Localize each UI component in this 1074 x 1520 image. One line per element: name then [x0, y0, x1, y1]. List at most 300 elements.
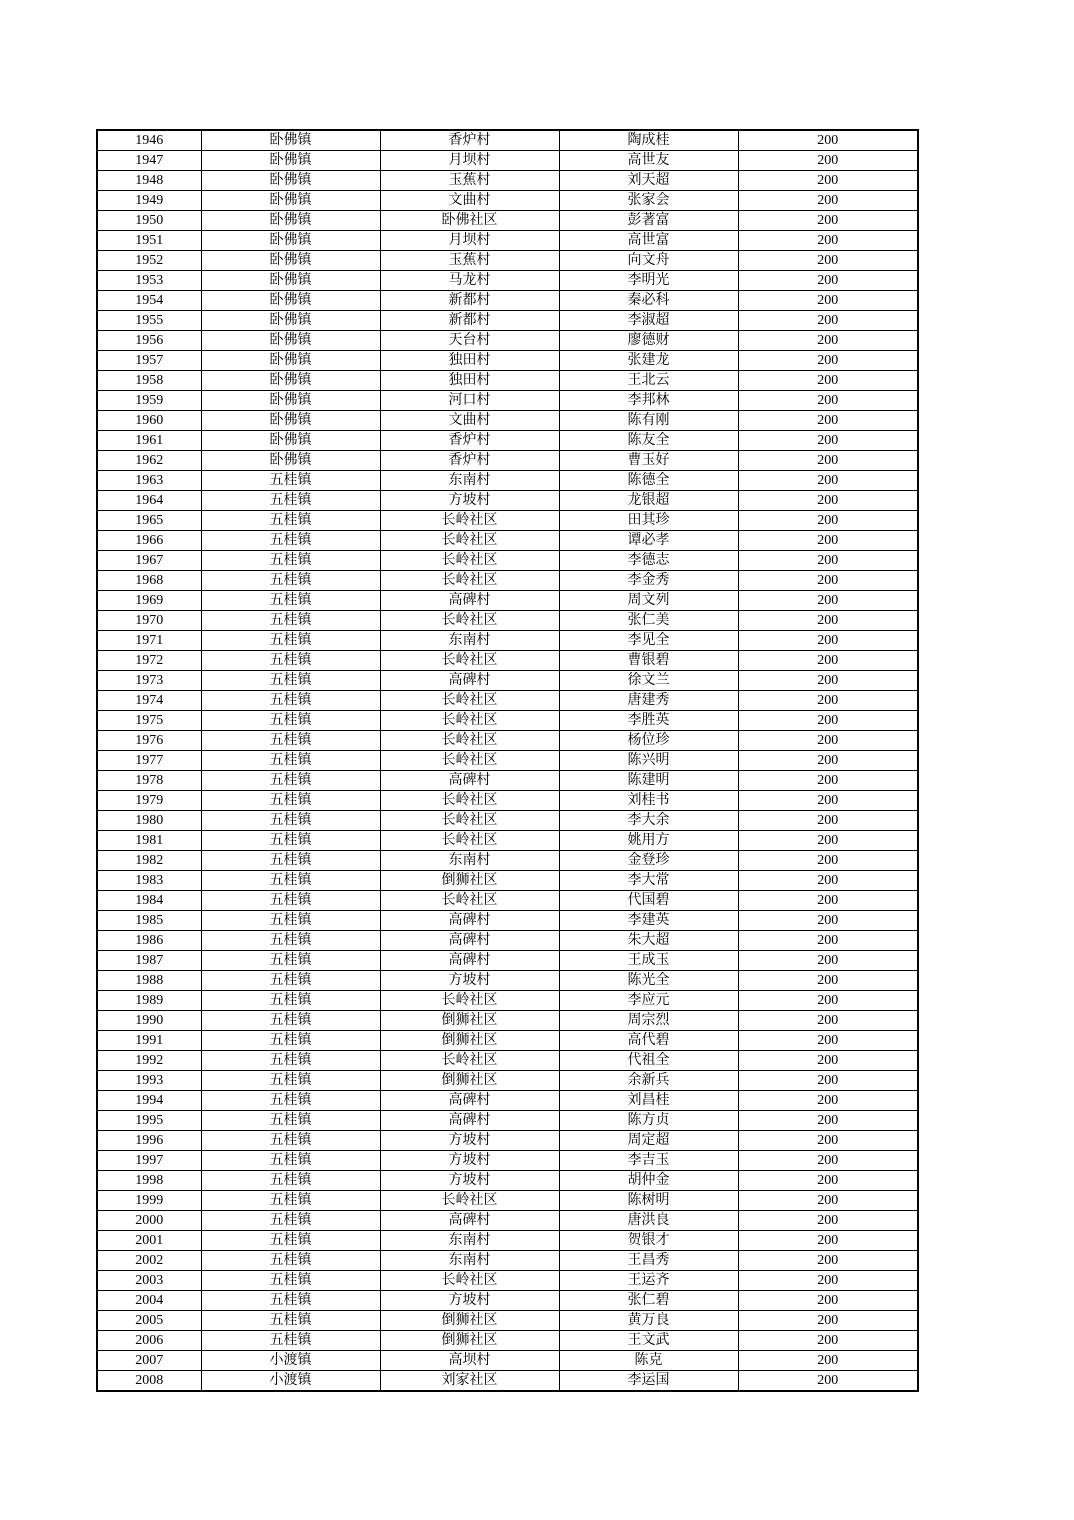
table-row	[97, 691, 918, 711]
person-name-cell: 张仁碧	[559, 1291, 738, 1311]
table-row	[97, 351, 918, 371]
table-row	[97, 931, 918, 951]
amount-cell: 200	[738, 331, 918, 351]
table-row	[97, 891, 918, 911]
person-name-cell: 陈建明	[559, 771, 738, 791]
town-cell: 五桂镇	[201, 1271, 380, 1291]
person-name-cell: 陈友全	[559, 431, 738, 451]
row-number-cell: 1988	[97, 971, 201, 991]
table-row	[97, 411, 918, 431]
village-cell: 长岭社区	[380, 991, 559, 1011]
village-cell: 独田村	[380, 371, 559, 391]
amount-cell: 200	[738, 1171, 918, 1191]
table-row	[97, 671, 918, 691]
village-cell: 长岭社区	[380, 531, 559, 551]
row-number-cell: 1947	[97, 151, 201, 171]
row-number-cell: 1966	[97, 531, 201, 551]
table-row	[97, 1151, 918, 1171]
table-row	[97, 651, 918, 671]
town-cell: 五桂镇	[201, 551, 380, 571]
person-name-cell: 刘桂书	[559, 791, 738, 811]
table-row	[97, 951, 918, 971]
amount-cell: 200	[738, 231, 918, 251]
town-cell: 卧佛镇	[201, 311, 380, 331]
village-cell: 文曲村	[380, 191, 559, 211]
town-cell: 卧佛镇	[201, 431, 380, 451]
town-cell: 五桂镇	[201, 511, 380, 531]
table-row	[97, 1331, 918, 1351]
amount-cell: 200	[738, 831, 918, 851]
village-cell: 东南村	[380, 631, 559, 651]
amount-cell: 200	[738, 130, 918, 151]
row-number-cell: 1985	[97, 911, 201, 931]
person-name-cell: 周宗烈	[559, 1011, 738, 1031]
table-row	[97, 471, 918, 491]
amount-cell: 200	[738, 591, 918, 611]
village-cell: 长岭社区	[380, 1051, 559, 1071]
table-row	[97, 591, 918, 611]
person-name-cell: 刘昌桂	[559, 1091, 738, 1111]
table-row	[97, 1131, 918, 1151]
table-row	[97, 1191, 918, 1211]
village-cell: 长岭社区	[380, 811, 559, 831]
amount-cell: 200	[738, 351, 918, 371]
amount-cell: 200	[738, 151, 918, 171]
amount-cell: 200	[738, 991, 918, 1011]
town-cell: 五桂镇	[201, 631, 380, 651]
town-cell: 五桂镇	[201, 1031, 380, 1051]
row-number-cell: 1957	[97, 351, 201, 371]
table-row	[97, 1231, 918, 1251]
town-cell: 五桂镇	[201, 1011, 380, 1031]
row-number-cell: 1998	[97, 1171, 201, 1191]
village-cell: 倒狮社区	[380, 1071, 559, 1091]
town-cell: 卧佛镇	[201, 191, 380, 211]
person-name-cell: 陈德全	[559, 471, 738, 491]
town-cell: 五桂镇	[201, 1171, 380, 1191]
person-name-cell: 谭必孝	[559, 531, 738, 551]
amount-cell: 200	[738, 211, 918, 231]
village-cell: 高碑村	[380, 951, 559, 971]
table-row	[97, 1171, 918, 1191]
village-cell: 高碑村	[380, 931, 559, 951]
person-name-cell: 朱大超	[559, 931, 738, 951]
person-name-cell: 曹玉好	[559, 451, 738, 471]
town-cell: 卧佛镇	[201, 411, 380, 431]
amount-cell: 200	[738, 1371, 918, 1392]
village-cell: 玉蕉村	[380, 251, 559, 271]
person-name-cell: 张建龙	[559, 351, 738, 371]
row-number-cell: 1971	[97, 631, 201, 651]
person-name-cell: 周定超	[559, 1131, 738, 1151]
person-name-cell: 王昌秀	[559, 1251, 738, 1271]
table-row	[97, 751, 918, 771]
town-cell: 五桂镇	[201, 831, 380, 851]
town-cell: 卧佛镇	[201, 171, 380, 191]
amount-cell: 200	[738, 1191, 918, 1211]
village-cell: 卧佛社区	[380, 211, 559, 231]
amount-cell: 200	[738, 471, 918, 491]
table-row	[97, 871, 918, 891]
row-number-cell: 1976	[97, 731, 201, 751]
person-name-cell: 李大常	[559, 871, 738, 891]
village-cell: 倒狮社区	[380, 871, 559, 891]
table-row	[97, 271, 918, 291]
amount-cell: 200	[738, 871, 918, 891]
town-cell: 五桂镇	[201, 1091, 380, 1111]
table-row	[97, 1311, 918, 1331]
row-number-cell: 1973	[97, 671, 201, 691]
row-number-cell: 1963	[97, 471, 201, 491]
town-cell: 卧佛镇	[201, 391, 380, 411]
person-name-cell: 张仁美	[559, 611, 738, 631]
village-cell: 天台村	[380, 331, 559, 351]
amount-cell: 200	[738, 1311, 918, 1331]
row-number-cell: 2007	[97, 1351, 201, 1371]
amount-cell: 200	[738, 431, 918, 451]
row-number-cell: 2003	[97, 1271, 201, 1291]
table-row	[97, 1291, 918, 1311]
town-cell: 卧佛镇	[201, 451, 380, 471]
village-cell: 东南村	[380, 471, 559, 491]
person-name-cell: 李见全	[559, 631, 738, 651]
town-cell: 五桂镇	[201, 811, 380, 831]
row-number-cell: 1969	[97, 591, 201, 611]
village-cell: 东南村	[380, 1231, 559, 1251]
village-cell: 高碑村	[380, 911, 559, 931]
person-name-cell: 李大余	[559, 811, 738, 831]
village-cell: 刘家社区	[380, 1371, 559, 1392]
row-number-cell: 1996	[97, 1131, 201, 1151]
village-cell: 高碑村	[380, 671, 559, 691]
row-number-cell: 1984	[97, 891, 201, 911]
town-cell: 五桂镇	[201, 1231, 380, 1251]
row-number-cell: 1999	[97, 1191, 201, 1211]
table-row	[97, 831, 918, 851]
amount-cell: 200	[738, 731, 918, 751]
row-number-cell: 1993	[97, 1071, 201, 1091]
row-number-cell: 1983	[97, 871, 201, 891]
village-cell: 长岭社区	[380, 571, 559, 591]
town-cell: 卧佛镇	[201, 211, 380, 231]
row-number-cell: 1978	[97, 771, 201, 791]
village-cell: 长岭社区	[380, 791, 559, 811]
town-cell: 卧佛镇	[201, 151, 380, 171]
amount-cell: 200	[738, 191, 918, 211]
person-name-cell: 秦必科	[559, 291, 738, 311]
town-cell: 五桂镇	[201, 611, 380, 631]
person-name-cell: 廖德财	[559, 331, 738, 351]
table-row	[97, 971, 918, 991]
row-number-cell: 1956	[97, 331, 201, 351]
village-cell: 高碑村	[380, 1111, 559, 1131]
amount-cell: 200	[738, 1131, 918, 1151]
amount-cell: 200	[738, 851, 918, 871]
table-row	[97, 291, 918, 311]
amount-cell: 200	[738, 491, 918, 511]
person-name-cell: 龙银超	[559, 491, 738, 511]
amount-cell: 200	[738, 1051, 918, 1071]
person-name-cell: 高世富	[559, 231, 738, 251]
table-row	[97, 611, 918, 631]
row-number-cell: 1980	[97, 811, 201, 831]
row-number-cell: 1974	[97, 691, 201, 711]
person-name-cell: 陈光全	[559, 971, 738, 991]
person-name-cell: 贺银才	[559, 1231, 738, 1251]
amount-cell: 200	[738, 651, 918, 671]
table-row	[97, 1011, 918, 1031]
person-name-cell: 王运齐	[559, 1271, 738, 1291]
amount-cell: 200	[738, 711, 918, 731]
town-cell: 五桂镇	[201, 951, 380, 971]
row-number-cell: 2004	[97, 1291, 201, 1311]
amount-cell: 200	[738, 511, 918, 531]
amount-cell: 200	[738, 631, 918, 651]
town-cell: 五桂镇	[201, 791, 380, 811]
town-cell: 卧佛镇	[201, 331, 380, 351]
row-number-cell: 1997	[97, 1151, 201, 1171]
row-number-cell: 2006	[97, 1331, 201, 1351]
amount-cell: 200	[738, 1271, 918, 1291]
town-cell: 五桂镇	[201, 891, 380, 911]
amount-cell: 200	[738, 971, 918, 991]
village-cell: 方坡村	[380, 491, 559, 511]
amount-cell: 200	[738, 171, 918, 191]
table-row	[97, 1371, 918, 1392]
town-cell: 五桂镇	[201, 971, 380, 991]
table-row	[97, 130, 918, 151]
amount-cell: 200	[738, 391, 918, 411]
village-cell: 高碑村	[380, 1211, 559, 1231]
row-number-cell: 1951	[97, 231, 201, 251]
town-cell: 五桂镇	[201, 1251, 380, 1271]
person-name-cell: 李吉玉	[559, 1151, 738, 1171]
person-name-cell: 余新兵	[559, 1071, 738, 1091]
table-row	[97, 1111, 918, 1131]
table-row	[97, 191, 918, 211]
row-number-cell: 1986	[97, 931, 201, 951]
town-cell: 五桂镇	[201, 1311, 380, 1331]
row-number-cell: 1995	[97, 1111, 201, 1131]
person-name-cell: 李淑超	[559, 311, 738, 331]
village-cell: 倒狮社区	[380, 1311, 559, 1331]
person-name-cell: 黄万良	[559, 1311, 738, 1331]
village-cell: 文曲村	[380, 411, 559, 431]
table-row	[97, 571, 918, 591]
person-name-cell: 李应元	[559, 991, 738, 1011]
person-name-cell: 高代碧	[559, 1031, 738, 1051]
village-cell: 东南村	[380, 851, 559, 871]
table-row	[97, 551, 918, 571]
amount-cell: 200	[738, 411, 918, 431]
table-row	[97, 631, 918, 651]
village-cell: 长岭社区	[380, 731, 559, 751]
row-number-cell: 1982	[97, 851, 201, 871]
person-name-cell: 姚用方	[559, 831, 738, 851]
village-cell: 倒狮社区	[380, 1331, 559, 1351]
row-number-cell: 1955	[97, 311, 201, 331]
person-name-cell: 胡仲金	[559, 1171, 738, 1191]
person-name-cell: 唐洪良	[559, 1211, 738, 1231]
row-number-cell: 2001	[97, 1231, 201, 1251]
amount-cell: 200	[738, 611, 918, 631]
person-name-cell: 李运国	[559, 1371, 738, 1392]
row-number-cell: 1979	[97, 791, 201, 811]
town-cell: 五桂镇	[201, 751, 380, 771]
row-number-cell: 1959	[97, 391, 201, 411]
row-number-cell: 1961	[97, 431, 201, 451]
row-number-cell: 1950	[97, 211, 201, 231]
row-number-cell: 1968	[97, 571, 201, 591]
person-name-cell: 李明光	[559, 271, 738, 291]
town-cell: 卧佛镇	[201, 351, 380, 371]
village-cell: 方坡村	[380, 1171, 559, 1191]
village-cell: 高坝村	[380, 1351, 559, 1371]
town-cell: 五桂镇	[201, 1191, 380, 1211]
row-number-cell: 1958	[97, 371, 201, 391]
town-cell: 五桂镇	[201, 671, 380, 691]
person-name-cell: 王文武	[559, 1331, 738, 1351]
amount-cell: 200	[738, 551, 918, 571]
row-number-cell: 1962	[97, 451, 201, 471]
village-cell: 高碑村	[380, 1091, 559, 1111]
village-cell: 高碑村	[380, 591, 559, 611]
row-number-cell: 1967	[97, 551, 201, 571]
town-cell: 五桂镇	[201, 991, 380, 1011]
town-cell: 五桂镇	[201, 571, 380, 591]
table-row	[97, 371, 918, 391]
table-row	[97, 251, 918, 271]
amount-cell: 200	[738, 671, 918, 691]
village-cell: 月坝村	[380, 231, 559, 251]
town-cell: 小渡镇	[201, 1351, 380, 1371]
table-row	[97, 1271, 918, 1291]
amount-cell: 200	[738, 931, 918, 951]
town-cell: 五桂镇	[201, 1291, 380, 1311]
village-cell: 新都村	[380, 311, 559, 331]
amount-cell: 200	[738, 751, 918, 771]
person-name-cell: 李邦林	[559, 391, 738, 411]
row-number-cell: 1990	[97, 1011, 201, 1031]
table-row	[97, 1051, 918, 1071]
row-number-cell: 1992	[97, 1051, 201, 1071]
person-name-cell: 陈兴明	[559, 751, 738, 771]
person-name-cell: 周文列	[559, 591, 738, 611]
person-name-cell: 李德志	[559, 551, 738, 571]
person-name-cell: 王北云	[559, 371, 738, 391]
village-cell: 香炉村	[380, 431, 559, 451]
village-cell: 长岭社区	[380, 831, 559, 851]
table-row	[97, 1251, 918, 1271]
village-cell: 香炉村	[380, 451, 559, 471]
village-cell: 独田村	[380, 351, 559, 371]
amount-cell: 200	[738, 531, 918, 551]
town-cell: 五桂镇	[201, 1151, 380, 1171]
table-row	[97, 1031, 918, 1051]
table-row	[97, 311, 918, 331]
table-row	[97, 851, 918, 871]
town-cell: 五桂镇	[201, 851, 380, 871]
table-row	[97, 231, 918, 251]
town-cell: 卧佛镇	[201, 251, 380, 271]
town-cell: 卧佛镇	[201, 231, 380, 251]
village-cell: 长岭社区	[380, 691, 559, 711]
table-row	[97, 151, 918, 171]
town-cell: 五桂镇	[201, 911, 380, 931]
village-cell: 方坡村	[380, 1291, 559, 1311]
amount-cell: 200	[738, 1331, 918, 1351]
table-row	[97, 791, 918, 811]
table-body	[97, 130, 918, 1391]
amount-cell: 200	[738, 811, 918, 831]
row-number-cell: 1970	[97, 611, 201, 631]
amount-cell: 200	[738, 1231, 918, 1251]
table-row	[97, 331, 918, 351]
village-cell: 长岭社区	[380, 891, 559, 911]
person-name-cell: 代国碧	[559, 891, 738, 911]
village-cell: 方坡村	[380, 1131, 559, 1151]
amount-cell: 200	[738, 1351, 918, 1371]
person-name-cell: 陈有刚	[559, 411, 738, 431]
amount-cell: 200	[738, 251, 918, 271]
table-row	[97, 511, 918, 531]
person-name-cell: 刘天超	[559, 171, 738, 191]
town-cell: 五桂镇	[201, 591, 380, 611]
table-row	[97, 171, 918, 191]
row-number-cell: 1964	[97, 491, 201, 511]
row-number-cell: 1994	[97, 1091, 201, 1111]
town-cell: 五桂镇	[201, 471, 380, 491]
table-row	[97, 1211, 918, 1231]
table-row	[97, 211, 918, 231]
table-row	[97, 451, 918, 471]
town-cell: 五桂镇	[201, 931, 380, 951]
amount-cell: 200	[738, 291, 918, 311]
amount-cell: 200	[738, 1091, 918, 1111]
person-name-cell: 王成玉	[559, 951, 738, 971]
village-cell: 月坝村	[380, 151, 559, 171]
table-row	[97, 1091, 918, 1111]
person-name-cell: 陶成桂	[559, 130, 738, 151]
village-cell: 方坡村	[380, 1151, 559, 1171]
town-cell: 卧佛镇	[201, 371, 380, 391]
amount-cell: 200	[738, 1031, 918, 1051]
person-name-cell: 金登珍	[559, 851, 738, 871]
village-cell: 玉蕉村	[380, 171, 559, 191]
person-name-cell: 陈方贞	[559, 1111, 738, 1131]
village-cell: 长岭社区	[380, 651, 559, 671]
town-cell: 卧佛镇	[201, 130, 380, 151]
town-cell: 五桂镇	[201, 1111, 380, 1131]
row-number-cell: 1965	[97, 511, 201, 531]
town-cell: 五桂镇	[201, 1051, 380, 1071]
row-number-cell: 1991	[97, 1031, 201, 1051]
person-name-cell: 李建英	[559, 911, 738, 931]
village-cell: 长岭社区	[380, 1191, 559, 1211]
table-row	[97, 391, 918, 411]
town-cell: 五桂镇	[201, 1131, 380, 1151]
amount-cell: 200	[738, 911, 918, 931]
person-name-cell: 高世友	[559, 151, 738, 171]
row-number-cell: 1953	[97, 271, 201, 291]
amount-cell: 200	[738, 1291, 918, 1311]
town-cell: 五桂镇	[201, 1071, 380, 1091]
table-row	[97, 1071, 918, 1091]
town-cell: 五桂镇	[201, 731, 380, 751]
row-number-cell: 2000	[97, 1211, 201, 1231]
amount-cell: 200	[738, 691, 918, 711]
person-name-cell: 徐文兰	[559, 671, 738, 691]
